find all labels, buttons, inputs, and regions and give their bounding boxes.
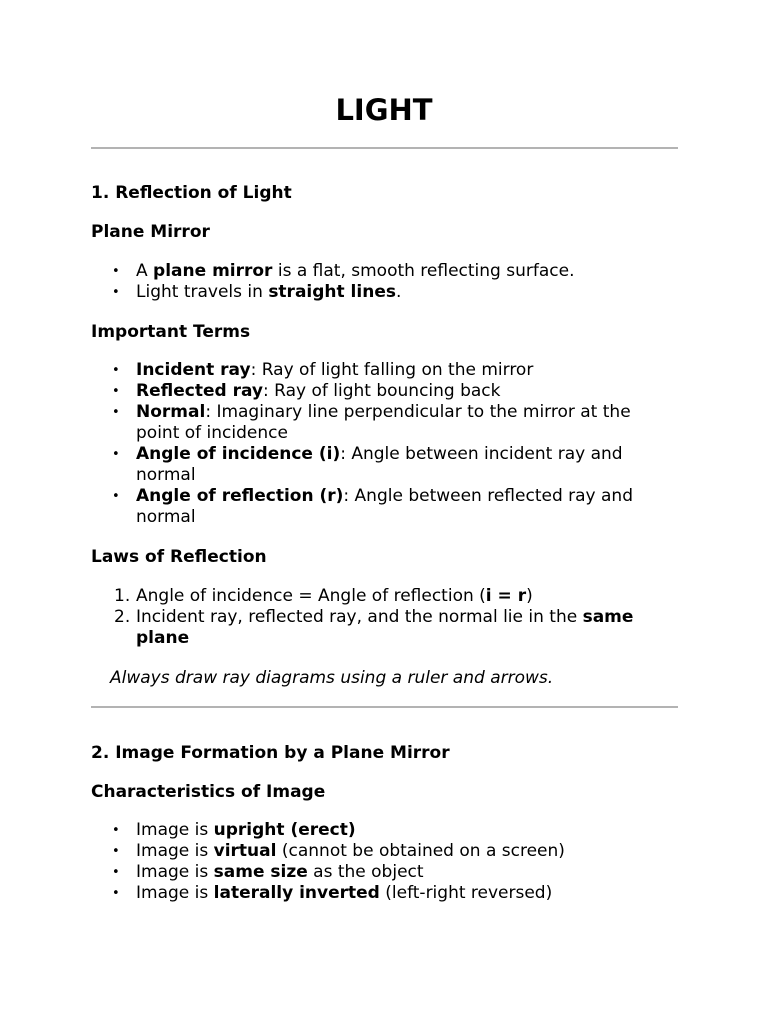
item-bold-text: virtual — [213, 841, 277, 861]
item-text: Image is — [136, 820, 214, 840]
divider — [91, 706, 678, 708]
list-item — [91, 607, 671, 649]
plane-mirror-list — [91, 261, 671, 303]
item-bold-text: same plane — [136, 607, 634, 648]
item-bold-text: laterally inverted — [213, 883, 380, 903]
term-label: Incident ray — [136, 360, 251, 380]
item-number: 2. — [114, 607, 131, 627]
section-2-heading: 2. Image Formation by a Plane Mirror — [91, 743, 450, 763]
item-text: Angle of incidence = Angle of reflection ( — [136, 586, 486, 606]
list-item — [91, 381, 671, 402]
ray-diagram-note: Always draw ray diagrams using a ruler and arrows. — [110, 668, 554, 688]
item-text: A — [136, 261, 154, 281]
characteristics-heading: Characteristics of Image — [91, 782, 326, 802]
list-item — [91, 282, 671, 303]
term-label: Normal — [136, 402, 206, 422]
item-text: Incident ray, reflected ray, and the normal lie in the — [136, 607, 583, 627]
term-definition: : Ray of light falling on the mirror — [250, 360, 534, 380]
list-item — [91, 862, 671, 883]
list-item — [91, 360, 671, 381]
item-bold-text: i = r — [485, 586, 527, 606]
item-text: is a flat, smooth reflecting surface. — [272, 261, 575, 281]
list-item — [91, 486, 671, 528]
term-definition: : Angle between reflected ray and normal — [136, 486, 633, 527]
page-title: LIGHT — [335, 93, 433, 127]
laws-of-reflection-heading: Laws of Reflection — [91, 547, 267, 567]
item-text: as the object — [307, 862, 424, 882]
item-text: ) — [526, 586, 533, 606]
list-item — [91, 402, 671, 444]
item-text: . — [395, 282, 402, 302]
section-1-heading: 1. Reflection of Light — [91, 183, 292, 203]
term-label: Angle of reflection (r) — [136, 486, 344, 506]
term-label: Angle of incidence (i) — [136, 444, 341, 464]
characteristics-list — [91, 820, 671, 904]
item-text: (cannot be obtained on a screen) — [276, 841, 565, 861]
list-item — [91, 820, 671, 841]
term-definition: : Ray of light bouncing back — [263, 381, 501, 401]
list-item — [91, 841, 671, 862]
item-number: 1. — [114, 586, 131, 606]
term-label: Reflected ray — [136, 381, 263, 401]
plane-mirror-heading: Plane Mirror — [91, 222, 210, 242]
item-text: (left-right reversed) — [379, 883, 553, 903]
item-text: Light travels in — [136, 282, 269, 302]
item-bold-text: same size — [213, 862, 308, 882]
list-item — [91, 883, 671, 904]
list-item — [91, 261, 671, 282]
item-text: Image is — [136, 841, 214, 861]
item-text: Image is — [136, 862, 214, 882]
list-item — [91, 444, 671, 486]
item-text: Image is — [136, 883, 214, 903]
divider — [91, 147, 678, 149]
term-definition: : Imaginary line perpendicular to the mirror at the point of incidence — [136, 402, 631, 443]
list-item — [91, 586, 671, 607]
laws-of-reflection-list — [91, 586, 671, 649]
item-bold-text: plane mirror — [153, 261, 273, 281]
important-terms-list — [91, 360, 671, 528]
important-terms-heading: Important Terms — [91, 322, 251, 342]
item-bold-text: straight lines — [268, 282, 396, 302]
item-bold-text: upright (erect) — [213, 820, 356, 840]
term-definition: : Angle between incident ray and normal — [136, 444, 623, 485]
